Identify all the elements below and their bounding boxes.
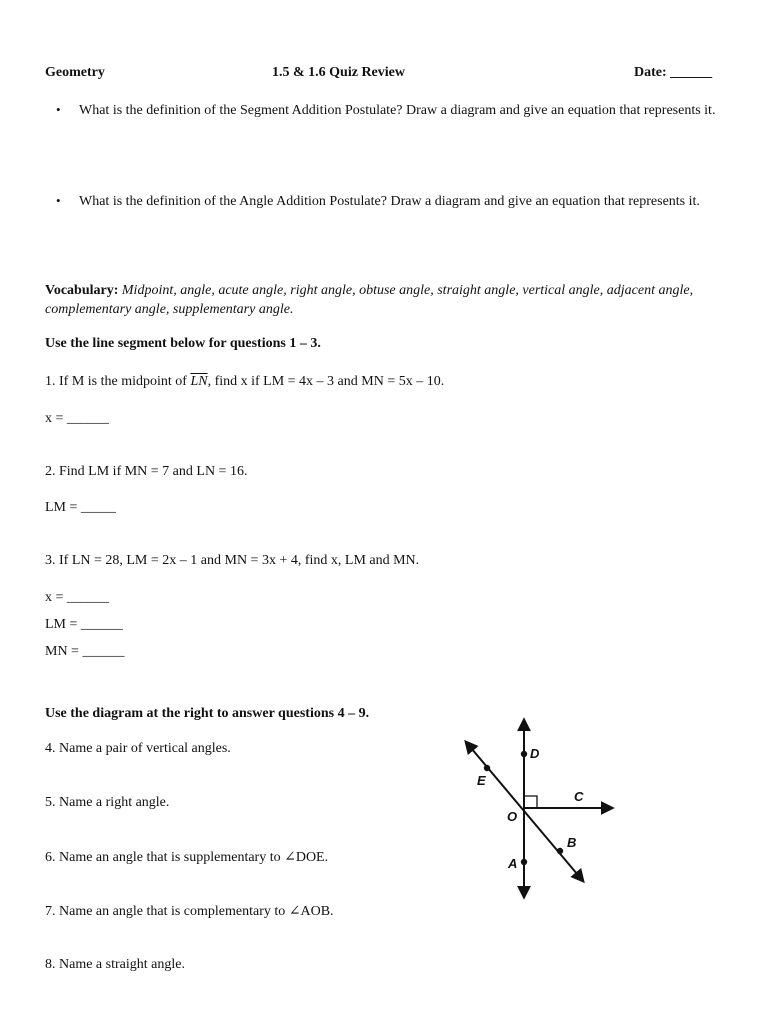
answer-3-lm: LM = ______ xyxy=(45,617,123,632)
point-e xyxy=(484,765,490,771)
answer-1-x: x = ______ xyxy=(45,411,109,426)
date-field: Date: ______ xyxy=(634,65,713,80)
label-e: E xyxy=(477,773,486,788)
section2-heading: Use the diagram at the right to answer questions 4 – 9. xyxy=(45,706,370,721)
question-3: 3. If LN = 28, LM = 2x – 1 and MN = 3x + 4, find x, LM and MN. xyxy=(45,553,420,568)
bullet-marker: • xyxy=(56,193,61,208)
bullet-marker: • xyxy=(56,102,61,117)
right-angle-mark xyxy=(524,796,537,808)
segment-ln: $\overline{LN}$ xyxy=(190,374,208,389)
question-4: 4. Name a pair of vertical angles. xyxy=(45,741,231,756)
point-b xyxy=(557,848,563,854)
point-d xyxy=(521,751,527,757)
label-a: A xyxy=(508,856,518,871)
bullet-angle-addition: What is the definition of the Angle Addition Postulate? Draw a diagram and give an equation that represents it. xyxy=(79,194,700,209)
question-1-text-b: , find x if LM = 4x – 3 and MN = 5x – 10. xyxy=(207,374,445,389)
answer-3-mn: MN = ______ xyxy=(45,644,125,659)
course-name: Geometry xyxy=(45,65,105,80)
quiz-title: 1.5 & 1.6 Quiz Review xyxy=(272,65,405,80)
label-b: B xyxy=(567,835,577,850)
question-7: 7. Name an angle that is complementary to ∠AOB. xyxy=(45,904,334,919)
bullet-segment-addition: What is the definition of the Segment Addition Postulate? Draw a diagram and give an equation that represents it. xyxy=(79,103,716,118)
label-c: C xyxy=(574,789,584,804)
question-6: 6. Name an angle that is supplementary to ∠DOE. xyxy=(45,850,329,865)
vocabulary-terms: Midpoint, angle, acute angle, right angle, obtuse angle, straight angle, vertical angle, adjacent angle, complementary angle, supplementary angle. xyxy=(45,283,694,317)
question-1-text-a: 1. If M is the midpoint of xyxy=(45,374,191,389)
question-5: 5. Name a right angle. xyxy=(45,795,170,810)
answer-3-x: x = ______ xyxy=(45,590,109,605)
vocabulary-label: Vocabulary: xyxy=(45,283,119,298)
question-8: 8. Name a straight angle. xyxy=(45,957,185,972)
question-2: 2. Find LM if MN = 7 and LN = 16. xyxy=(45,464,248,479)
answer-2-lm: LM = _____ xyxy=(45,500,116,515)
point-a xyxy=(521,859,527,865)
label-o: O xyxy=(507,809,518,824)
label-d: D xyxy=(530,746,540,761)
section1-heading: Use the line segment below for questions 1 – 3. xyxy=(45,336,321,351)
